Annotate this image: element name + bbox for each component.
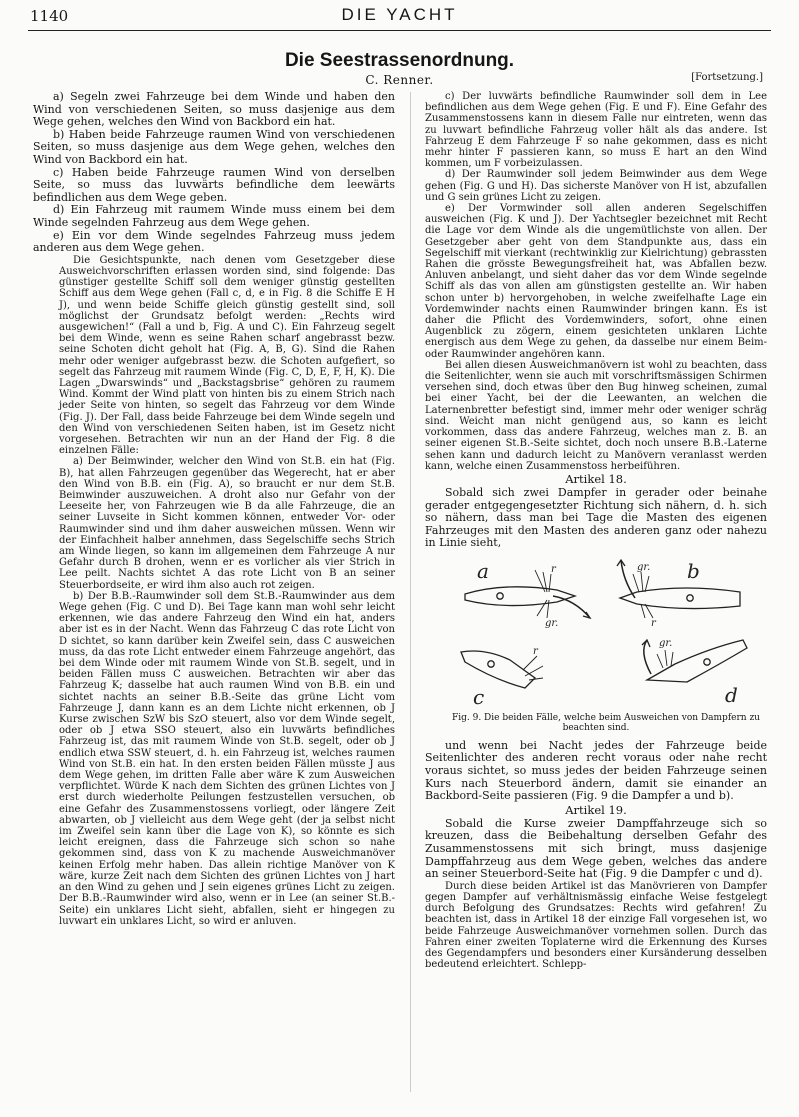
- figure-label-r: r: [533, 645, 538, 657]
- paragraph: Sobald die Kurse zweier Dampffahrzeuge sich so kreuzen, dass die Beibehaltung derselben Gefahr des Zusammenstossens mit sich bringt, muss dasjenige Dampffahrzeug aus dem Wege geben, welches das andere an seiner Steuerbord-Seite hat (Fig. 9 die Dampfer c und d).: [425, 816, 767, 881]
- figure-label-gr: gr.: [637, 561, 651, 573]
- ship-a: [465, 587, 575, 606]
- paragraph: Die Gesichtspunkte, nach denen vom Gesetzgeber diese Ausweichvorschriften erlassen worden sind, sind folgende: Das günstiger gestellte Schiff soll dem weniger günstig gestellten Schiff aus dem Wege gehen (Fall c, d, e in Fig. 8 die Schiffe E H J), und wenn beide Schiffe gleich günstig gestellt sind, soll möglichst der Grundsatz befolgt werden: „Rechts wird ausgewichen!“ (Fall a und b, Fig. A und C). Ein Fahrzeug segelt bei dem Winde, wenn es seine Rahen scharf angebrasst bezw. seine Schoten dicht geholt hat (Fig. A, B, G). Sind die Rahen mehr oder weniger aufgebrasst bezw. die Schoten aufgefiert, so segelt das Fahrzeug mit raumem Winde (Fig. C, D, E, F, H, K). Die Lagen „Dwarswinds“ und „Backstagsbrise“ gehören zu raumem Wind. Kommt der Wind platt von hinten bis zu einem Strich nach jeder Seite von hinten, so segelt das Fahrzeug vor dem Winde (Fig. J). Der Fall, dass beide Fahrzeuge bei dem Winde segeln und den Wind von verschiedenen Seiten haben, ist im Gesetz nicht vorgesehen. Betrachten wir nun an der Hand der Fig. 8 die einzelnen Fälle:: [59, 254, 395, 457]
- course-arrow-d: [644, 640, 651, 674]
- figure-label-b: b: [687, 558, 700, 583]
- paragraph: b) Der B.B.-Raumwinder soll dem St.B.-Raumwinder aus dem Wege gehen (Fig. C und D). Bei Tage kann man wohl sehr leicht erkennen, wie das andere Fahrzeug den Wind ein hat, anders aber ist es in der Nacht. Wenn das Fahrzeug C das rote Licht von D sichtet, so kann darüber kein Zweifel sein, dass C ausweichen muss, da das rote Licht entweder einem Fahrzeuge angehört, das bei dem Winde oder mit raumem Winde von St.B. segelt, und in beiden Fällen muss C ausweichen. Betrachten wir aber das Fahrzeug K; dasselbe hat auch raumen Wind von B.B. ein und sichtet nachts an seiner B.B.-Seite das grüne Licht vom Fahrzeuge J, dann kann es an dem Lichte nicht erkennen, ob J Kurse zwischen SzW bis SzO steuert, also vor dem Winde segelt, oder ob J etwa SSO steuert, also ein luvwärts befindliches Fahrzeug ist, das mit raumem Winde von St.B. segelt, oder ob J endlich etwa SSW steuert, d. h. ein Fahrzeug ist, welches raumen Wind von St.B. ein hat. In den ersten beiden Fällen müsste J aus dem Wege gehen, im dritten Falle aber wäre K zum Ausweichen verpflichtet. Würde K nach dem Sichten des grünen Lichtes von J erst durch wiederholte Peilungen festzustellen versuchen, ob eine Gefahr des Zusammenstossens vorliegt, oder längere Zeit abwarten, ob J vielleicht aus dem Wege geht (der ja selbst nicht im Zweifel sein kann über die Lage von K), so könnte es sich leicht ereignen, dass die Fahrzeuge sich schon so nahe gekommen sind, dass von K zu machende Ausweichmanöver keinen Erfolg mehr haben. Das allein richtige Manöver von K wäre, kurze Zeit nach dem Sichten des grünen Lichtes von J hart an den Wind zu gehen und J sein eigenes grünes Licht zu zeigen. Der B.B.-Raumwinder wird also, wenn er in Lee (an seiner St.B.-Seite) ein unklares Licht sieht, abfallen, sieht er hingegen zu luvwart ein unklares Licht, so wird er anluven.: [59, 590, 395, 927]
- figure-label-r: r: [551, 563, 556, 575]
- paragraph: a) Der Beimwinder, welcher den Wind von St.B. ein hat (Fig. B), hat allen Fahrzeugen gegenüber das Wegerecht, hat er aber den Wind von B.B. ein (Fig. A), so braucht er nur dem St.B. Beimwinder auszuweichen. A droht also nur Gefahr von der Leeseite her, von Fahrzeugen wie B da alle Fahrzeuge, die an seiner Luvseite in Sicht kommen können, entweder Vor- oder Raumwinder sind und ihm daher ausweichen müssen. Wenn wir der Einfachheit halber annehmen, dass Segelschiffe sechs Strich am Winde liegen, so kann im allgemeinen dem Fahrzeuge A nur Gefahr durch B drohen, wenn er es vorlicher als vier Strich in Lee peilt. Nachts sichtet A das rote Licht von B an seiner Steuerbordseite, er wird ihm also auch rot zeigen.: [59, 456, 395, 591]
- figure-label-a: a: [477, 558, 489, 583]
- ship-b: [620, 588, 740, 609]
- figure-9: [425, 552, 767, 712]
- article-title: Die Seestrassenordnung.: [284, 50, 515, 71]
- light-rays-d: [657, 650, 673, 668]
- course-arrow-b: [621, 560, 635, 598]
- figure-caption: Fig. 9. Die beiden Fälle, welche beim Ausweichen von Dampfern zu beachten sind.: [452, 712, 760, 734]
- paragraph: b) Haben beide Fahrzeuge raumen Wind von verschiedenen Seiten, so muss dasjenige aus dem Wege gehen, welches den Wind von Backbord ein hat.: [33, 127, 395, 166]
- paragraph: d) Ein Fahrzeug mit raumem Winde muss einem bei dem Winde segelnden Fahrzeug aus dem Wege gehen.: [33, 203, 395, 229]
- arrow-head-d: [642, 640, 650, 647]
- continuation-note: [Fortsetzung.]: [691, 72, 763, 83]
- paragraph: e) Ein vor dem Winde segelndes Fahrzeug muss jedem anderen aus dem Wege gehen.: [33, 228, 395, 255]
- figure-label-d: d: [725, 682, 738, 707]
- paragraph: Bei allen diesen Ausweichmanövern ist wohl zu beachten, dass die Seitenlichter, wenn sie auch mit vorschriftsmässigen Schirmen versehen sind, doch etwas über den Bug hinweg scheinen, zumal bei einer Yacht, bei der die Leewanten, an welchen die Laternenbretter befestigt sind, immer mehr oder weniger schräg sind. Weicht man nicht genügend aus, so kann es leicht vorkommen, dass das andere Fahrzeug, welches man z. B. an seiner eigenen St.B.-Seite sichtet, doch noch unsere B.B.-Laterne sehen kann und dadurch leicht zu Manövern veranlasst werden kann, welche einen Zusammenstoss herbeiführen.: [425, 359, 767, 472]
- course-arrow-a: [553, 596, 590, 618]
- article-heading-18: Artikel 18.: [565, 471, 627, 486]
- paragraph: a) Segeln zwei Fahrzeuge bei dem Winde und haben den Wind von verschiedenen Seiten, so muss dasjenige aus dem Wege gehen, welches den Wind von Backbord ein hat.: [33, 90, 395, 129]
- column-divider: [410, 92, 411, 1092]
- header-rule: [28, 30, 771, 31]
- figure-label-c: c: [473, 684, 485, 709]
- right-column: [425, 91, 767, 970]
- figure-label-gr: gr.: [545, 617, 559, 629]
- left-column: [33, 91, 395, 927]
- paragraph: e) Der Vormwinder soll allen anderen Segelschiffen ausweichen (Fig. K und J). Der Yachtsegler bezeichnet mit Recht die Lage vor dem Winde als die ungemütlichste von allen. Der Gesetzgeber aber geht von dem Standpunkte aus, dass ein Segelschiff mit vierkant (rechtwinklig zur Kielrichtung) gebrassten Rahen die grösste Bewegungsfreiheit hat, was Abfallen bezw. Anluven anbelangt, und sieht daher das vor dem Winde segelnde Schiff als das von allen am günstigsten gestellte an. Wir haben schon unter b) hervorgehoben, in welche zweifelhafte Lage ein Vordemwinder nachts einen Raumwinder bringen kann. Es ist daher die Pflicht des Vordemwinders, sofort, ohne einen Augenblick zu zögern, einem gesichteten unklaren Lichte energisch aus dem Wege zu gehen, da dasselbe nur einem Beim- oder Raumwinder angehören kann.: [425, 203, 767, 360]
- light-rays-a-green: [537, 600, 549, 618]
- paragraph: c) Haben beide Fahrzeuge raumen Wind von derselben Seite, so muss das luvwärts befindliche dem leewärts befindlichen aus dem Wege geben.: [33, 165, 395, 204]
- paragraph: Sobald sich zwei Dampfer in gerader oder beinahe gerader entgegengesetzter Richtung sich nähern, d. h. sich so nähern, dass man bei Tage die Masten des eigenen Fahrzeuges mit den Masten des anderen ganz oder nahezu in Linie sieht,: [425, 485, 767, 550]
- article-author: C. Renner.: [365, 73, 434, 87]
- article-heading-19: Artikel 19.: [565, 802, 627, 817]
- paragraph: d) Der Raumwinder soll jedem Beimwinder aus dem Wege gehen (Fig. G und H). Das sicherste Manöver von H ist, abzufallen und G sein grünes Licht zu zeigen.: [425, 169, 767, 203]
- paragraph: Durch diese beiden Artikel ist das Manövrieren von Dampfer gegen Dampfer auf verhältnismässig einfache Weise festgelegt durch Befolgung des Grundsatzes: Rechts wird gefahren! Zu beachten ist, dass in Artikel 18 der einzige Fall vorgesehen ist, wo beide Fahrzeuge Ausweichmanöver vornehmen sollen. Durch das Fahren einer zweiten Toplaterne wird die Erkennung des Kurses des Gegendampfers und besonders einer Kursänderung desselben bedeutend erleichtert. Schlepp-: [425, 880, 767, 971]
- running-title: DIE YACHT: [341, 5, 458, 24]
- page-number: 1140: [30, 7, 69, 25]
- light-rays-b-green: [633, 572, 649, 592]
- paragraph: und wenn bei Nacht jedes der Fahrzeuge beide Seitenlichter des anderen recht voraus oder nahe recht voraus sichtet, so muss jedes der beiden Fahrzeuge seinen Kurs nach Steuerbord ändern, damit sie einander an Backbord-Seite passieren (Fig. 9 die Dampfer a und b).: [425, 738, 767, 803]
- figure-label-r: r: [651, 617, 656, 629]
- figure-label-gr: gr.: [659, 637, 673, 649]
- figure-9-drawing: [425, 552, 767, 712]
- paragraph: c) Der luvwärts befindliche Raumwinder soll dem in Lee befindlichen aus dem Wege gehen (Fig. E und F). Eine Gefahr des Zusammenstossens kann in diesem Falle nur eintreten, wenn das zu luvwart befindliche Fahrzeug voller hält als das andere. Ist Fahrzeug E dem Fahrzeuge F so nahe gekommen, dass es nicht mehr hinter F passieren kann, so muss E hart an den Wind kommen, um F vorbeizulassen.: [425, 91, 767, 170]
